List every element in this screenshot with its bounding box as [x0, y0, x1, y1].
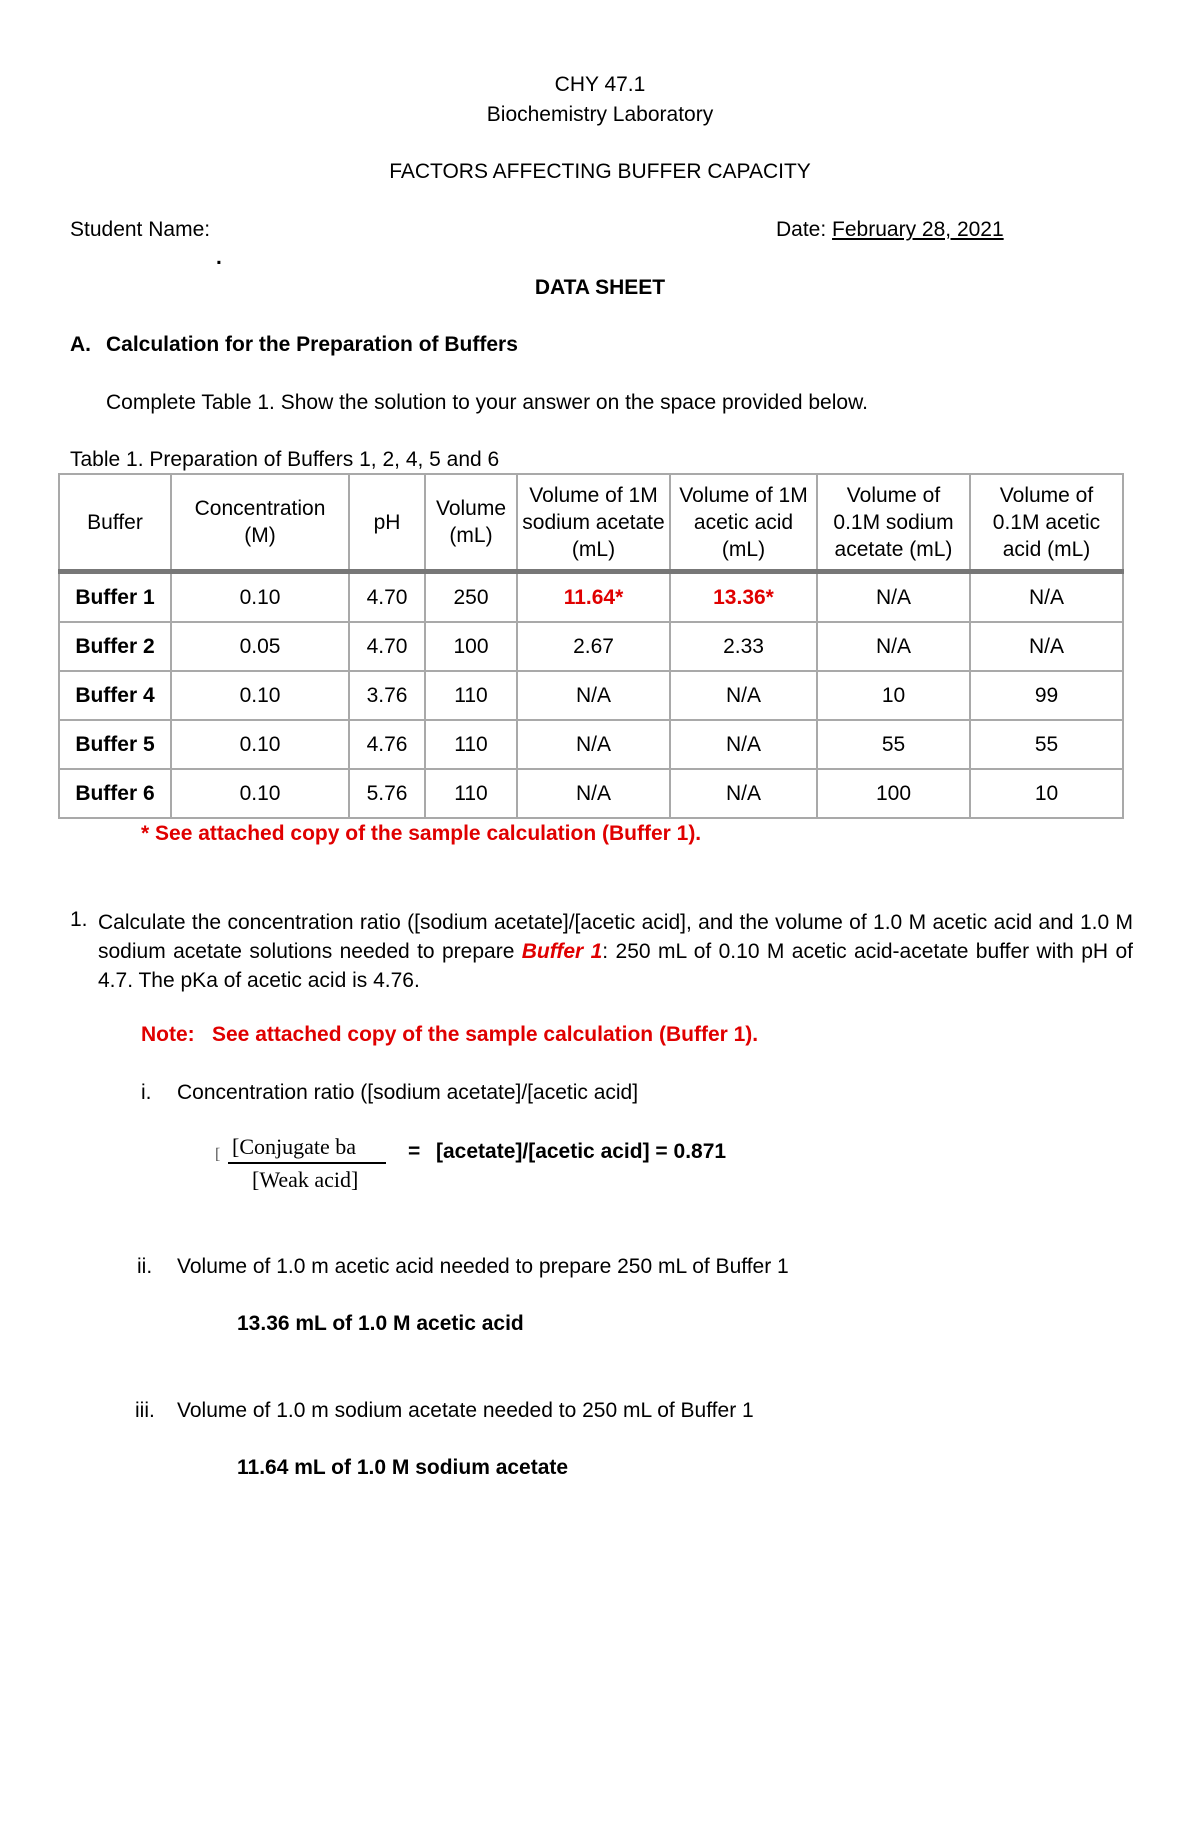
fraction-equals: = [408, 1140, 421, 1163]
section-a-title: Calculation for the Preparation of Buffers [106, 333, 518, 356]
lab-name: Biochemistry Laboratory [486, 103, 714, 126]
buffer-name-cell: Buffer 2 [59, 622, 171, 671]
table-cell: 110 [425, 769, 517, 818]
data-sheet-title: DATA SHEET [534, 276, 666, 299]
table-cell: 0.05 [171, 622, 349, 671]
ratio-result: [acetate]/[acetic acid] = 0.871 [436, 1140, 727, 1163]
table-cell: 100 [425, 622, 517, 671]
table-header-row [59, 474, 1123, 572]
part-ii-number: ii. [137, 1255, 153, 1278]
table-row [59, 671, 1123, 720]
table-row [59, 572, 1123, 623]
table-cell: 99 [970, 671, 1123, 720]
dot-mark: . [216, 246, 222, 269]
table-cell: 0.10 [171, 720, 349, 769]
header-cell: Volume (mL) [425, 474, 517, 572]
question-text-after: : 250 mL of 0.10 M acetic acid-acetate buffer with pH of 4.7. The pKa of acetic acid is 4.76. [98, 940, 1133, 992]
header-cell: pH [349, 474, 425, 572]
table-row [59, 769, 1123, 818]
answer-iii: 11.64 mL of 1.0 M sodium acetate [237, 1456, 569, 1479]
table-cell: N/A [817, 572, 970, 623]
table-cell: 2.67 [517, 622, 670, 671]
student-name-label: Student Name: [70, 218, 211, 241]
fraction-denominator: [Weak acid] [252, 1167, 359, 1192]
fraction-numerator: [Conjugate ba [232, 1134, 357, 1159]
table-cell: N/A [670, 720, 817, 769]
note-text: See attached copy of the sample calculation (Buffer 1). [212, 1023, 759, 1046]
table-cell: 3.76 [349, 671, 425, 720]
header-cell: Concentration (M) [171, 474, 349, 572]
question-text [98, 908, 1133, 995]
page-title: FACTORS AFFECTING BUFFER CAPACITY [389, 160, 811, 183]
buffer-name-cell: Buffer 5 [59, 720, 171, 769]
table-cell: 10 [970, 769, 1123, 818]
table-cell: N/A [517, 769, 670, 818]
question-text-before: Calculate the concentration ratio ([sodium acetate]/[acetic acid], and the volume of 1.0 M acetic acid and 1.0 M sodium acetate solutions needed to prepare [98, 911, 1133, 963]
table-cell: N/A [970, 622, 1123, 671]
table-cell: 4.70 [349, 622, 425, 671]
course-code: CHY 47.1 [554, 73, 646, 96]
header-cell: Volume of 0.1M sodium acetate (mL) [817, 474, 970, 572]
table-cell: 0.10 [171, 572, 349, 623]
part-ii-text: Volume of 1.0 m acetic acid needed to prepare 250 mL of Buffer 1 [177, 1255, 789, 1278]
header-cell: Volume of 1M acetic acid (mL) [670, 474, 817, 572]
table-cell: N/A [970, 572, 1123, 623]
table-cell: 0.10 [171, 769, 349, 818]
buffer-name-cell: Buffer 6 [59, 769, 171, 818]
date-label: Date: [776, 218, 827, 241]
date-field [776, 218, 1004, 242]
table-cell: 250 [425, 572, 517, 623]
table-cell: N/A [670, 671, 817, 720]
table-row [59, 622, 1123, 671]
buffer-table [58, 473, 1124, 819]
table-cell: 55 [970, 720, 1123, 769]
table-cell: N/A [670, 769, 817, 818]
part-iii-number: iii. [135, 1399, 155, 1422]
table-cell: 5.76 [349, 769, 425, 818]
section-a-letter: A. [70, 333, 91, 356]
table-cell: N/A [817, 622, 970, 671]
section-a-instruction: Complete Table 1. Show the solution to your answer on the space provided below. [106, 391, 868, 414]
table-cell: 110 [425, 720, 517, 769]
table-cell: 0.10 [171, 671, 349, 720]
table-footnote: * See attached copy of the sample calculation (Buffer 1). [141, 822, 702, 845]
fraction-bar [228, 1162, 386, 1164]
highlighted-cell: 11.64* [517, 572, 670, 623]
date-value: February 28, 2021 [832, 218, 1004, 241]
table-cell: 4.76 [349, 720, 425, 769]
table-cell: 4.70 [349, 572, 425, 623]
table-cell: 110 [425, 671, 517, 720]
table-cell: 10 [817, 671, 970, 720]
table-cell: N/A [517, 720, 670, 769]
header-cell: Buffer [59, 474, 171, 572]
part-iii-text: Volume of 1.0 m sodium acetate needed to 250 mL of Buffer 1 [177, 1399, 754, 1422]
answer-ii: 13.36 mL of 1.0 M acetic acid [237, 1312, 524, 1335]
header-cell: Volume of 0.1M acetic acid (mL) [970, 474, 1123, 572]
table-cell: 55 [817, 720, 970, 769]
part-i-number: i. [141, 1081, 152, 1104]
table-caption: Table 1. Preparation of Buffers 1, 2, 4, 5 and 6 [70, 448, 500, 471]
question-number: 1. [70, 908, 88, 931]
table-row [59, 720, 1123, 769]
buffer-name-cell: Buffer 1 [59, 572, 171, 623]
table-cell: 2.33 [670, 622, 817, 671]
header-cell: Volume of 1M sodium acetate (mL) [517, 474, 670, 572]
buffer-name-cell: Buffer 4 [59, 671, 171, 720]
part-i-text: Concentration ratio ([sodium acetate]/[acetic acid] [177, 1081, 639, 1104]
fraction-bracket: [ [215, 1146, 221, 1163]
table-cell: 100 [817, 769, 970, 818]
note-label: Note: [141, 1023, 195, 1046]
table-cell: N/A [517, 671, 670, 720]
highlighted-cell: 13.36* [670, 572, 817, 623]
buffer-1-highlight: Buffer 1 [521, 940, 603, 963]
